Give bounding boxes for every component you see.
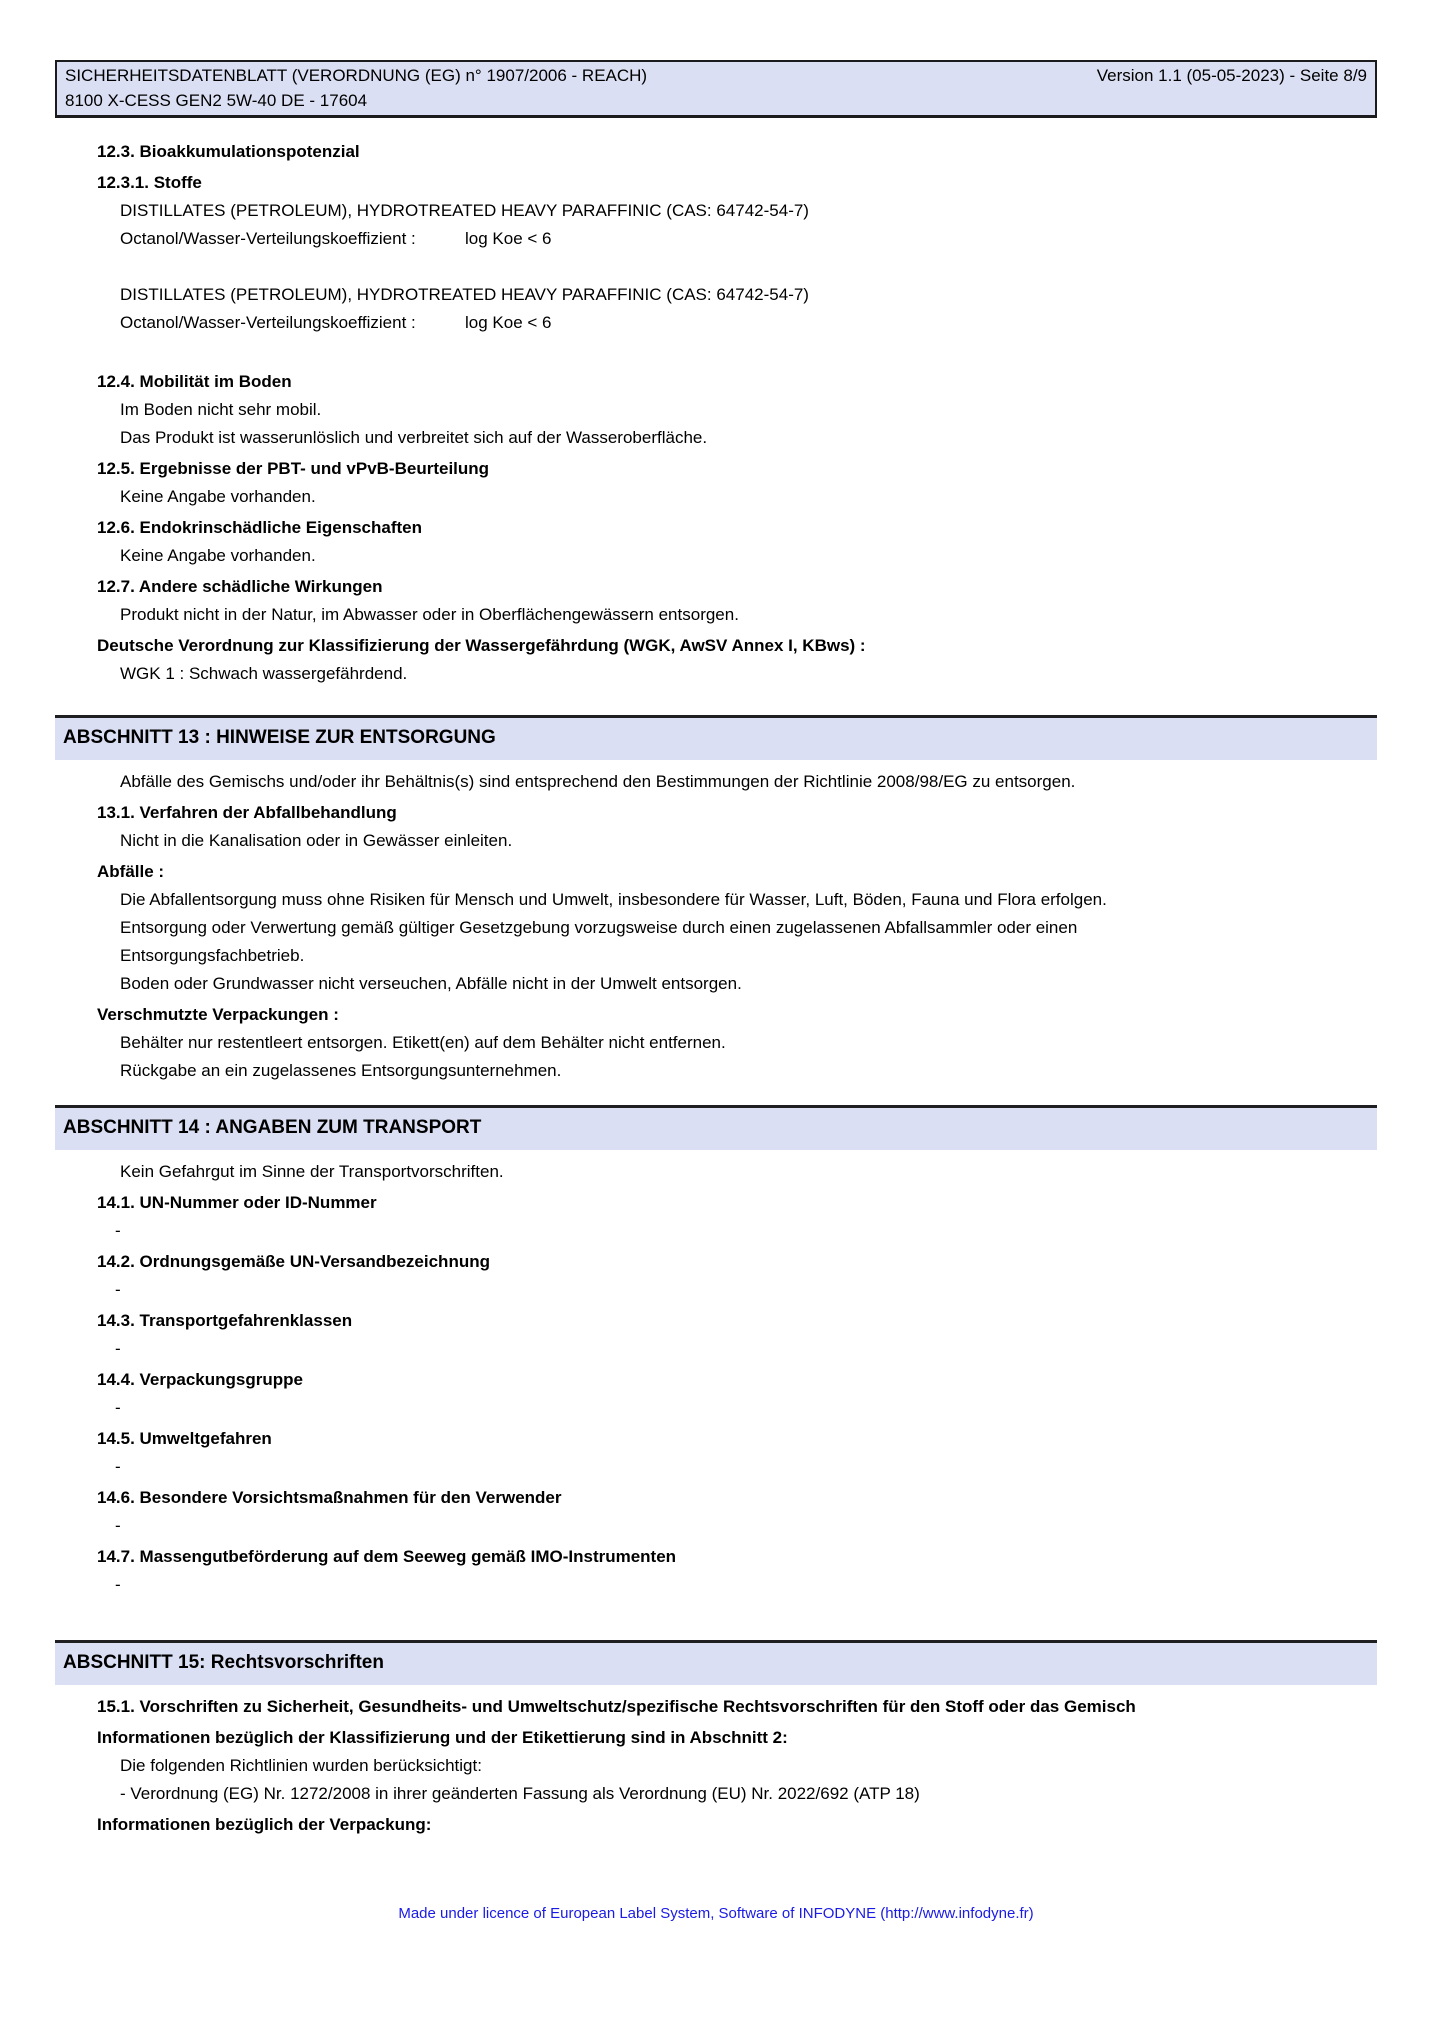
paragraph: Die folgenden Richtlinien wurden berücksichtigt: (120, 1756, 482, 1775)
transport-value: - (115, 1516, 121, 1535)
header-row-2 (65, 88, 1367, 113)
paragraph: Boden oder Grundwasser nicht verseuchen, Abfälle nicht in der Umwelt entsorgen. (120, 974, 742, 993)
substance-coefficient-row (120, 309, 1377, 337)
heading-12-4: 12.4. Mobilität im Boden (97, 372, 292, 391)
spacer (55, 337, 1377, 365)
paragraph: Behälter nur restentleert entsorgen. Etikett(en) auf dem Behälter nicht entfernen. (120, 1033, 726, 1052)
heading-14-6: 14.6. Besondere Vorsichtsmaßnahmen für den Verwender (97, 1488, 562, 1507)
substance-name: DISTILLATES (PETROLEUM), HYDROTREATED HEAVY PARAFFINIC (CAS: 64742-54-7) (120, 201, 809, 220)
substance-name: DISTILLATES (PETROLEUM), HYDROTREATED HEAVY PARAFFINIC (CAS: 64742-54-7) (120, 285, 809, 304)
paragraph: Entsorgung oder Verwertung gemäß gültiger Gesetzgebung vorzugsweise durch einen zugelassenen Abfallsammler oder einen (120, 918, 1078, 937)
transport-value: - (115, 1221, 121, 1240)
heading-12-6: 12.6. Endokrinschädliche Eigenschaften (97, 518, 422, 537)
heading-14-4: 14.4. Verpackungsgruppe (97, 1370, 303, 1389)
paragraph: Das Produkt ist wasserunlöslich und verbreitet sich auf der Wasseroberfläche. (120, 428, 708, 447)
heading-14-2: 14.2. Ordnungsgemäße UN-Versandbezeichnung (97, 1252, 490, 1271)
paragraph: Entsorgungsfachbetrieb. (120, 946, 305, 965)
heading-15-1: 15.1. Vorschriften zu Sicherheit, Gesundheits- und Umweltschutz/spezifische Rechtsvorschriften für den Stoff oder das Gemisch (97, 1697, 1136, 1716)
heading-info-klassifizierung: Informationen bezüglich der Klassifizierung und der Etikettierung sind in Abschnitt 2: (97, 1728, 788, 1747)
heading-14-3: 14.3. Transportgefahrenklassen (97, 1311, 353, 1330)
spacer (55, 253, 1377, 281)
section-bar-13: ABSCHNITT 13 : HINWEISE ZUR ENTSORGUNG (55, 715, 1377, 760)
header-version-page: Version 1.1 (05-05-2023) - Seite 8/9 (1096, 66, 1367, 85)
section-bar-14: ABSCHNITT 14 : ANGABEN ZUM TRANSPORT (55, 1105, 1377, 1150)
heading-14-5: 14.5. Umweltgefahren (97, 1429, 272, 1448)
paragraph: Abfälle des Gemischs und/oder ihr Behältnis(s) sind entsprechend den Bestimmungen der Richtlinie 2008/98/EG zu entsorgen. (120, 772, 1076, 791)
header-row-1 (65, 63, 1367, 88)
heading-12-3: 12.3. Bioakkumulationspotenzial (97, 142, 360, 161)
transport-value: - (115, 1575, 121, 1594)
heading-12-5: 12.5. Ergebnisse der PBT- und vPvB-Beurteilung (97, 459, 490, 478)
heading-12-3-1: 12.3.1. Stoffe (97, 173, 202, 192)
heading-verpackungen: Verschmutzte Verpackungen : (97, 1005, 339, 1024)
footer-licence-link[interactable]: Made under licence of European Label System, Software of INFODYNE (http://www.infodyne.fr) (398, 1905, 1034, 1922)
paragraph: Kein Gefahrgut im Sinne der Transportvorschriften. (120, 1162, 504, 1181)
coefficient-label: Octanol/Wasser-Verteilungskoeffizient : (120, 313, 416, 332)
paragraph: WGK 1 : Schwach wassergefährdend. (120, 664, 408, 683)
section-bar-15: ABSCHNITT 15: Rechtsvorschriften (55, 1640, 1377, 1685)
document-page (55, 60, 1377, 1925)
header-title: SICHERHEITSDATENBLATT (VERORDNUNG (EG) n° 1907/2006 - REACH) (65, 66, 648, 85)
heading-abfaelle: Abfälle : (97, 862, 165, 881)
paragraph: Rückgabe an ein zugelassenes Entsorgungsunternehmen. (120, 1061, 562, 1080)
heading-14-1: 14.1. UN-Nummer oder ID-Nummer (97, 1193, 377, 1212)
paragraph: - Verordnung (EG) Nr. 1272/2008 in ihrer geänderten Fassung als Verordnung (EU) Nr. 2022/692 (ATP 18) (120, 1784, 920, 1803)
paragraph: Produkt nicht in der Natur, im Abwasser oder in Oberflächengewässern entsorgen. (120, 605, 739, 624)
paragraph: Keine Angabe vorhanden. (120, 487, 316, 506)
heading-12-7: 12.7. Andere schädliche Wirkungen (97, 577, 383, 596)
paragraph: Im Boden nicht sehr mobil. (120, 400, 322, 419)
transport-value: - (115, 1339, 121, 1358)
transport-value: - (115, 1457, 121, 1476)
heading-wgk: Deutsche Verordnung zur Klassifizierung der Wassergefährdung (WGK, AwSV Annex I, KBws) : (97, 636, 866, 655)
transport-value: - (115, 1398, 121, 1417)
header-product-name: 8100 X-CESS GEN2 5W-40 DE - 17604 (65, 91, 368, 110)
heading-14-7: 14.7. Massengutbeförderung auf dem Seeweg gemäß IMO-Instrumenten (97, 1547, 677, 1566)
coefficient-label: Octanol/Wasser-Verteilungskoeffizient : (120, 229, 416, 248)
heading-13-1: 13.1. Verfahren der Abfallbehandlung (97, 803, 397, 822)
paragraph: Nicht in die Kanalisation oder in Gewässer einleiten. (120, 831, 513, 850)
coefficient-value: log Koe < 6 (465, 313, 552, 332)
document-header (55, 60, 1377, 118)
transport-value: - (115, 1280, 121, 1299)
substance-coefficient-row (120, 225, 1377, 253)
paragraph: Keine Angabe vorhanden. (120, 546, 316, 565)
paragraph: Die Abfallentsorgung muss ohne Risiken für Mensch und Umwelt, insbesondere für Wasser, Luft, Böden, Fauna und Flora erfolgen. (120, 890, 1107, 909)
coefficient-value: log Koe < 6 (465, 229, 552, 248)
heading-info-verpackung: Informationen bezüglich der Verpackung: (97, 1815, 432, 1834)
